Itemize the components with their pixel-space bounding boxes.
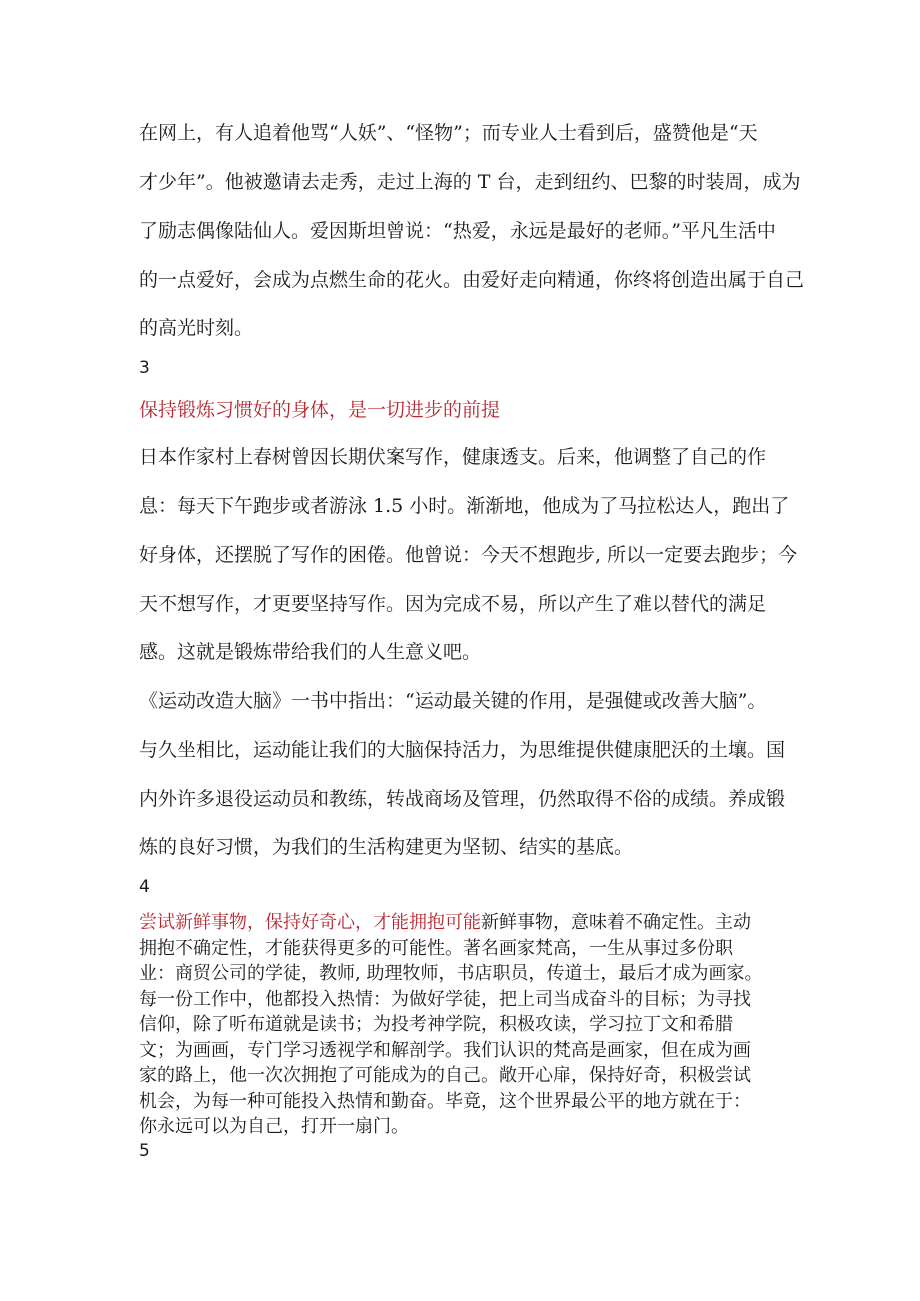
paragraph-line: 机会，为每一种可能投入热情和勤奋。毕竟，这个世界最公平的地方就在于：	[139, 1090, 751, 1112]
paragraph-line: 家的路上，他一次次拥抱了可能成为的自己。敞开心扉，保持好奇，积极尝试	[139, 1065, 751, 1086]
section-body	[139, 910, 789, 1140]
paragraph-line: 内外许多退役运动员和教练，转战商场及管理，仍然取得不俗的成绩。养成锻	[139, 788, 786, 810]
section-number: 5	[139, 1141, 150, 1161]
paragraph-line: 在网上，有人追着他骂“人妖”、“怪物”；而专业人士看到后，盛赞他是“天	[139, 122, 758, 144]
paragraph-line: 才少年”。他被邀请去走秀，走过上海的 T 台，走到纽约、巴黎的时装周，成为	[139, 171, 801, 193]
paragraph-text: 新鲜事物，意味着不确定性。主动	[481, 912, 751, 933]
paragraph-line: 业：商贸公司的学徒，教师, 助理牧师，书店职员，传道士，最后才成为画家。	[139, 963, 763, 984]
paragraph-line: 信仰，除了听布道就是读书；为投考神学院，积极攻读，学习拉丁文和希腊	[139, 1014, 733, 1035]
paragraph-line: 天不想写作，才更要坚持写作。因为完成不易，所以产生了难以替代的满足	[139, 593, 767, 615]
section-heading: 尝试新鲜事物，保持好奇心，才能拥抱可能	[139, 912, 481, 933]
paragraph-line: 与久坐相比，运动能让我们的大脑保持活力，为思维提供健康肥沃的土壤。国	[139, 739, 786, 761]
paragraph-line: 的高光时刻。	[139, 317, 254, 339]
paragraph-line: 好身体，还摆脱了写作的困倦。他曾说：今天不想跑步, 所以一定要去跑步；今	[139, 544, 798, 566]
paragraph-line: 《运动改造大脑》一书中指出：“运动最关键的作用，是强健或改善大脑”。	[139, 690, 767, 712]
section-number: 4	[139, 877, 150, 897]
paragraph-line: 的一点爱好，会成为点燃生命的花火。由爱好走向精通，你终将创造出属于自己	[139, 269, 805, 291]
paragraph-line: 你永远可以为自己，打开一扇门。	[139, 1116, 409, 1137]
paragraph-line: 了励志偶像陆仙人。爱因斯坦曾说：“热爱，永远是最好的老师。”平凡生活中	[139, 220, 776, 242]
paragraph-line: 炼的良好习惯，为我们的生活构建更为坚韧、结实的基底。	[139, 836, 634, 858]
paragraph-line: 感。这就是锻炼带给我们的人生意义吧。	[139, 641, 482, 663]
paragraph-line: 每一份工作中，他都投入热情：为做好学徒，把上司当成奋斗的目标；为寻找	[139, 988, 751, 1010]
paragraph-line: 文；为画画，专门学习透视学和解剖学。我们认识的梵高是画家，但在成为画	[139, 1039, 751, 1061]
paragraph-line	[139, 910, 789, 936]
paragraph-line: 日本作家村上春树曾因长期伏案写作，健康透支。后来，他调整了自己的作	[139, 446, 767, 468]
section-number: 3	[139, 358, 150, 378]
paragraph-line: 息：每天下午跑步或者游泳 1.5 小时。渐渐地，他成为了马拉松达人，跑出了	[139, 495, 790, 517]
section-heading: 保持锻炼习惯好的身体，是一切进步的前提	[139, 399, 501, 421]
paragraph-line: 拥抱不确定性，才能获得更多的可能性。著名画家梵高，一生从事过多份职	[139, 937, 733, 959]
